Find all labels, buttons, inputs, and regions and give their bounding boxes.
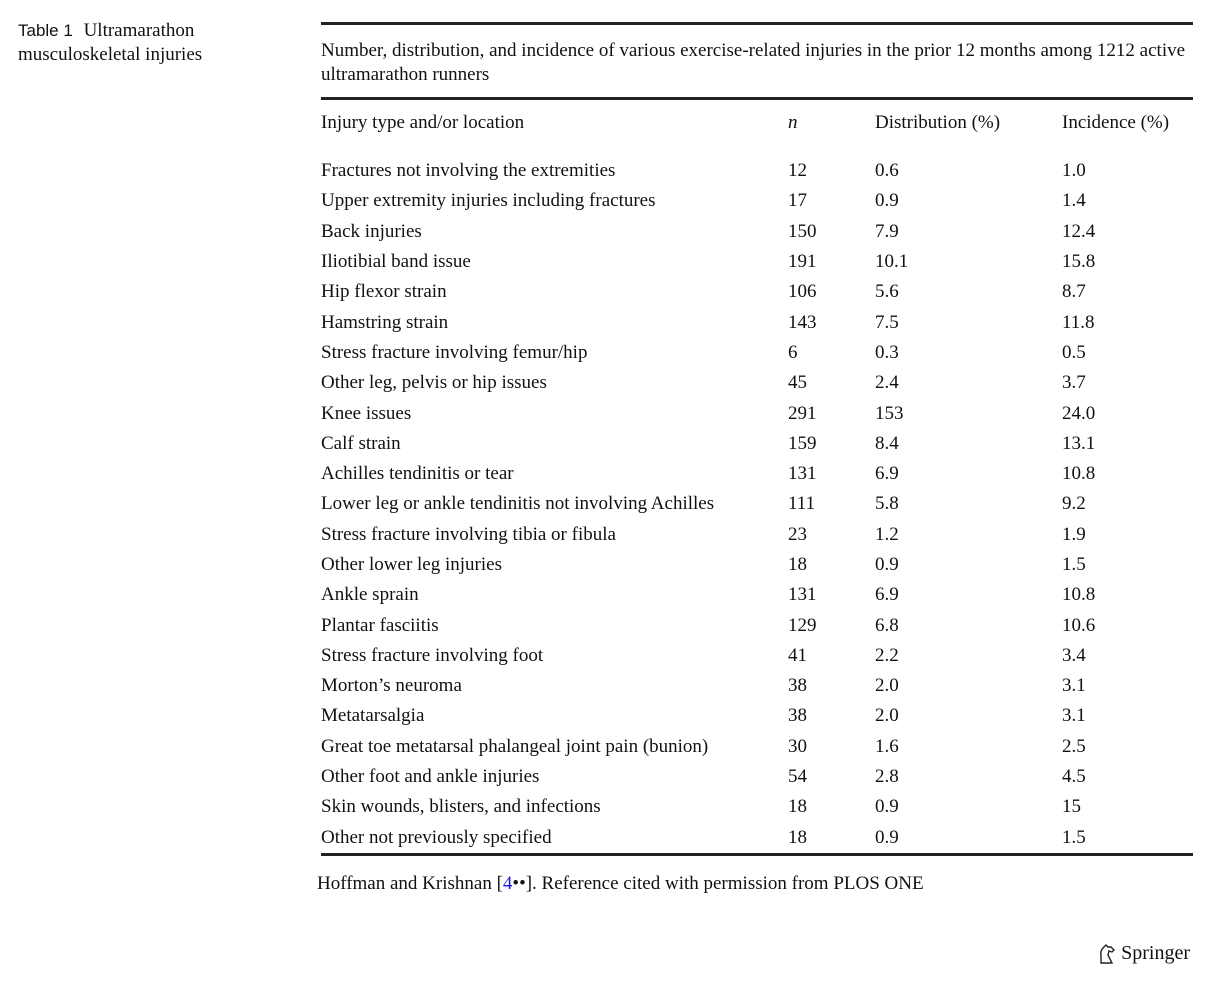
cell-distribution: 7.5	[875, 311, 899, 333]
cell-injury-type: Stress fracture involving foot	[321, 644, 544, 666]
cell-distribution: 1.2	[875, 523, 899, 545]
cell-injury-type: Lower leg or ankle tendinitis not involving Achilles	[321, 493, 715, 515]
cell-distribution: 8.4	[875, 432, 899, 454]
cell-injury-type: Other not previously specified	[321, 826, 552, 848]
cell-distribution: 2.8	[875, 766, 899, 788]
cell-injury-type: Great toe metatarsal phalangeal joint pain (bunion)	[321, 735, 709, 757]
table-row	[321, 429, 1193, 459]
cell-injury-type: Upper extremity injuries including fractures	[321, 190, 656, 212]
cell-distribution: 10.1	[875, 251, 909, 273]
cell-injury-type: Stress fracture involving femur/hip	[321, 341, 588, 363]
cell-injury-type: Achilles tendinitis or tear	[321, 463, 514, 485]
cell-n: 12	[788, 160, 807, 182]
cell-incidence: 3.4	[1062, 644, 1086, 666]
cell-incidence: 10.6	[1062, 614, 1096, 636]
cell-n: 191	[788, 251, 817, 273]
table-body	[321, 146, 1193, 853]
cell-distribution: 153	[875, 402, 904, 424]
cell-distribution: 5.6	[875, 281, 899, 303]
cell-incidence: 10.8	[1062, 584, 1096, 606]
cell-distribution: 2.2	[875, 644, 899, 666]
table-title: Ultramarathon musculoskeletal injuries	[18, 20, 203, 65]
table-caption	[18, 19, 298, 67]
table-row	[321, 398, 1193, 428]
table-row	[321, 217, 1193, 247]
cell-distribution: 7.9	[875, 220, 899, 242]
header-incidence: Incidence (%)	[1062, 112, 1170, 133]
table-row	[321, 610, 1193, 640]
cell-injury-type: Ankle sprain	[321, 584, 419, 606]
cell-incidence: 10.8	[1062, 463, 1096, 485]
table-container	[321, 22, 1193, 856]
cell-injury-type: Metatarsalgia	[321, 705, 425, 727]
cell-distribution: 1.6	[875, 735, 899, 757]
cell-injury-type: Stress fracture involving tibia or fibula	[321, 523, 616, 545]
cell-n: 54	[788, 766, 807, 788]
cell-injury-type: Plantar fasciitis	[321, 614, 439, 636]
header-distribution: Distribution (%)	[875, 112, 1001, 133]
table-label: Table 1	[18, 21, 73, 40]
table-row	[321, 247, 1193, 277]
cell-injury-type: Skin wounds, blisters, and infections	[321, 796, 601, 818]
cell-n: 23	[788, 523, 807, 545]
cell-distribution: 0.3	[875, 341, 899, 363]
cell-n: 38	[788, 705, 807, 727]
cell-n: 111	[788, 493, 816, 515]
table-row	[321, 823, 1193, 853]
table-row	[321, 701, 1193, 731]
cell-n: 291	[788, 402, 817, 424]
cell-n: 131	[788, 584, 817, 606]
cell-injury-type: Knee issues	[321, 402, 412, 424]
footnote-prefix: Hoffman and Krishnan [	[317, 873, 503, 894]
cell-injury-type: Hamstring strain	[321, 311, 449, 333]
cell-incidence: 4.5	[1062, 766, 1086, 788]
cell-distribution: 6.9	[875, 584, 899, 606]
cell-n: 159	[788, 432, 817, 454]
cell-incidence: 1.0	[1062, 160, 1086, 182]
cell-incidence: 1.5	[1062, 826, 1086, 848]
cell-incidence: 1.5	[1062, 554, 1086, 575]
cell-injury-type: Calf strain	[321, 432, 401, 454]
cell-n: 6	[788, 341, 798, 363]
cell-n: 18	[788, 796, 807, 818]
table-row	[321, 459, 1193, 489]
cell-incidence: 1.4	[1062, 190, 1086, 212]
cell-incidence: 12.4	[1062, 220, 1096, 242]
cell-distribution: 6.8	[875, 614, 899, 636]
table-description: Number, distribution, and incidence of various exercise-related injuries in the prior 12 months among 1212 active ultramarathon runners	[321, 40, 1186, 85]
cell-distribution: 0.9	[875, 826, 899, 848]
table-row	[321, 671, 1193, 701]
cell-injury-type: Morton’s neuroma	[321, 675, 462, 697]
cell-distribution: 0.9	[875, 796, 899, 818]
cell-n: 129	[788, 614, 817, 636]
table-row	[321, 307, 1193, 337]
cell-distribution: 0.6	[875, 160, 899, 182]
header-row	[321, 100, 1193, 146]
reference-link[interactable]: 4	[502, 873, 513, 894]
cell-n: 41	[788, 644, 807, 666]
cell-n: 143	[788, 311, 817, 333]
cell-distribution: 0.9	[875, 554, 899, 575]
table-row	[321, 580, 1193, 610]
cell-injury-type: Other foot and ankle injuries	[321, 766, 540, 788]
cell-incidence: 8.7	[1062, 281, 1086, 303]
table-row	[321, 277, 1193, 307]
cell-incidence: 0.5	[1062, 341, 1086, 363]
table-row	[321, 732, 1193, 762]
cell-distribution: 2.4	[875, 372, 899, 394]
cell-incidence: 15.8	[1062, 251, 1096, 273]
cell-n: 38	[788, 675, 807, 697]
cell-distribution: 2.0	[875, 705, 899, 727]
cell-n: 30	[788, 735, 807, 757]
cell-incidence: 15	[1062, 796, 1081, 818]
table-row	[321, 641, 1193, 671]
header-n: n	[788, 112, 798, 133]
table-row	[321, 368, 1193, 398]
cell-injury-type: Other leg, pelvis or hip issues	[321, 372, 547, 394]
table-row	[321, 762, 1193, 792]
publisher-logo	[1097, 942, 1190, 965]
cell-incidence: 3.1	[1062, 705, 1086, 727]
springer-horse-icon	[1097, 943, 1117, 965]
cell-incidence: 11.8	[1062, 311, 1095, 333]
cell-incidence: 2.5	[1062, 735, 1086, 757]
table-row	[321, 146, 1193, 186]
cell-distribution: 6.9	[875, 463, 899, 485]
cell-injury-type: Back injuries	[321, 220, 422, 242]
publisher-name: Springer	[1121, 942, 1190, 964]
table-footnote	[317, 873, 924, 895]
cell-n: 18	[788, 826, 807, 848]
cell-incidence: 1.9	[1062, 523, 1086, 545]
cell-injury-type: Hip flexor strain	[321, 281, 447, 303]
cell-n: 17	[788, 190, 807, 212]
table-row	[321, 550, 1193, 580]
cell-n: 106	[788, 281, 817, 303]
cell-n: 45	[788, 372, 807, 394]
cell-distribution: 5.8	[875, 493, 899, 515]
cell-n: 150	[788, 220, 817, 242]
cell-incidence: 3.1	[1062, 675, 1086, 697]
cell-injury-type: Other lower leg injuries	[321, 554, 502, 575]
cell-incidence: 13.1	[1062, 432, 1096, 454]
cell-distribution: 0.9	[875, 190, 899, 212]
table-row	[321, 792, 1193, 822]
cell-incidence: 9.2	[1062, 493, 1086, 515]
table-row	[321, 520, 1193, 550]
cell-injury-type: Iliotibial band issue	[321, 251, 471, 273]
cell-injury-type: Fractures not involving the extremities	[321, 160, 616, 182]
cell-incidence: 3.7	[1062, 372, 1086, 394]
table-row	[321, 489, 1193, 519]
cell-n: 18	[788, 554, 807, 575]
table-row	[321, 338, 1193, 368]
injury-table	[321, 100, 1193, 853]
cell-incidence: 24.0	[1062, 402, 1096, 424]
header-injury-type: Injury type and/or location	[321, 112, 525, 133]
bottom-rule	[321, 853, 1193, 856]
cell-n: 131	[788, 463, 817, 485]
footnote-suffix: ••]. Reference cited with permission from PLOS ONE	[512, 873, 924, 894]
table-row	[321, 186, 1193, 216]
cell-distribution: 2.0	[875, 675, 899, 697]
